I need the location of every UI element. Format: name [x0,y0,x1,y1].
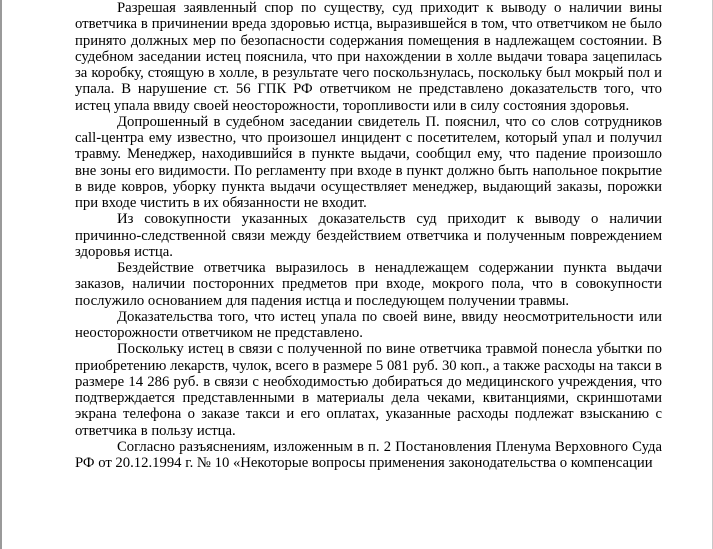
paragraph-1: Разрешая заявленный спор по существу, суд приходит к выводу о наличии вины ответчика в причинении вреда здоровью истца, выразившейся в том, что ответчиком не было принято должных мер по безопасности содержания помещения в надлежащем состоянии. В судебном заседании истец пояснила, что при нахождении в холле выдачи товара зацепилась за коробку, стоящую в холле, в результате чего поскользнулась, поскольку был мокрый пол и упала. В нарушение ст. 56 ГПК РФ ответчиком не представлено доказательств того, что истец упала ввиду своей неосторожности, торопливости или в силу состояния здоровья. [75,0,662,114]
paragraph-6: Поскольку истец в связи с полученной по вине ответчика травмой понесла убытки по приобретению лекарств, чулок, всего в размере 5 081 руб. 30 коп., а также расходы на такси в размере 14 286 руб. в связи с необходимостью добираться до медицинского учреждения, что подтверждается представленными в материалы дела чеками, квитанциями, скриншотами экрана телефона о заказе такси и его оплатах, указанные расходы подлежат взысканию с ответчика в пользу истца. [75,341,662,439]
document-body [75,0,662,471]
paragraph-2: Допрошенный в судебном заседании свидетель П. пояснил, что со слов сотрудников call-центра ему известно, что произошел инцидент с посетителем, который упал и получил травму. Менеджер, находившийся в пункте выдачи, сообщил ему, что падение произошло вне зоны его видимости. По регламенту при входе в пункт должно быть напольное покрытие в виде ковров, уборку пункта выдачи осуществляет менеджер, выдающий заказы, порожки при входе чистить в их обязанности не входит. [75,113,662,211]
paragraph-7: Согласно разъяснениям, изложенным в п. 2 Постановления Пленума Верховного Суда РФ от 20.12.1994 г. № 10 «Некоторые вопросы применения законодательства о компенсации [75,438,662,471]
paragraph-5: Доказательства того, что истец упала по своей вине, ввиду неосмотрительности или неосторожности ответчиком не представлено. [75,308,662,341]
paragraph-4: Бездействие ответчика выразилось в ненадлежащем содержании пункта выдачи заказов, наличии посторонних предметов при входе, мокрого пола, что в совокупности послужило основанием для падения истца и последующем получении травмы. [75,260,662,309]
page-left-border [0,0,2,549]
paragraph-3: Из совокупности указанных доказательств суд приходит к выводу о наличии причинно-следственной связи между бездействием ответчика и полученным повреждением здоровья истца. [75,211,662,260]
